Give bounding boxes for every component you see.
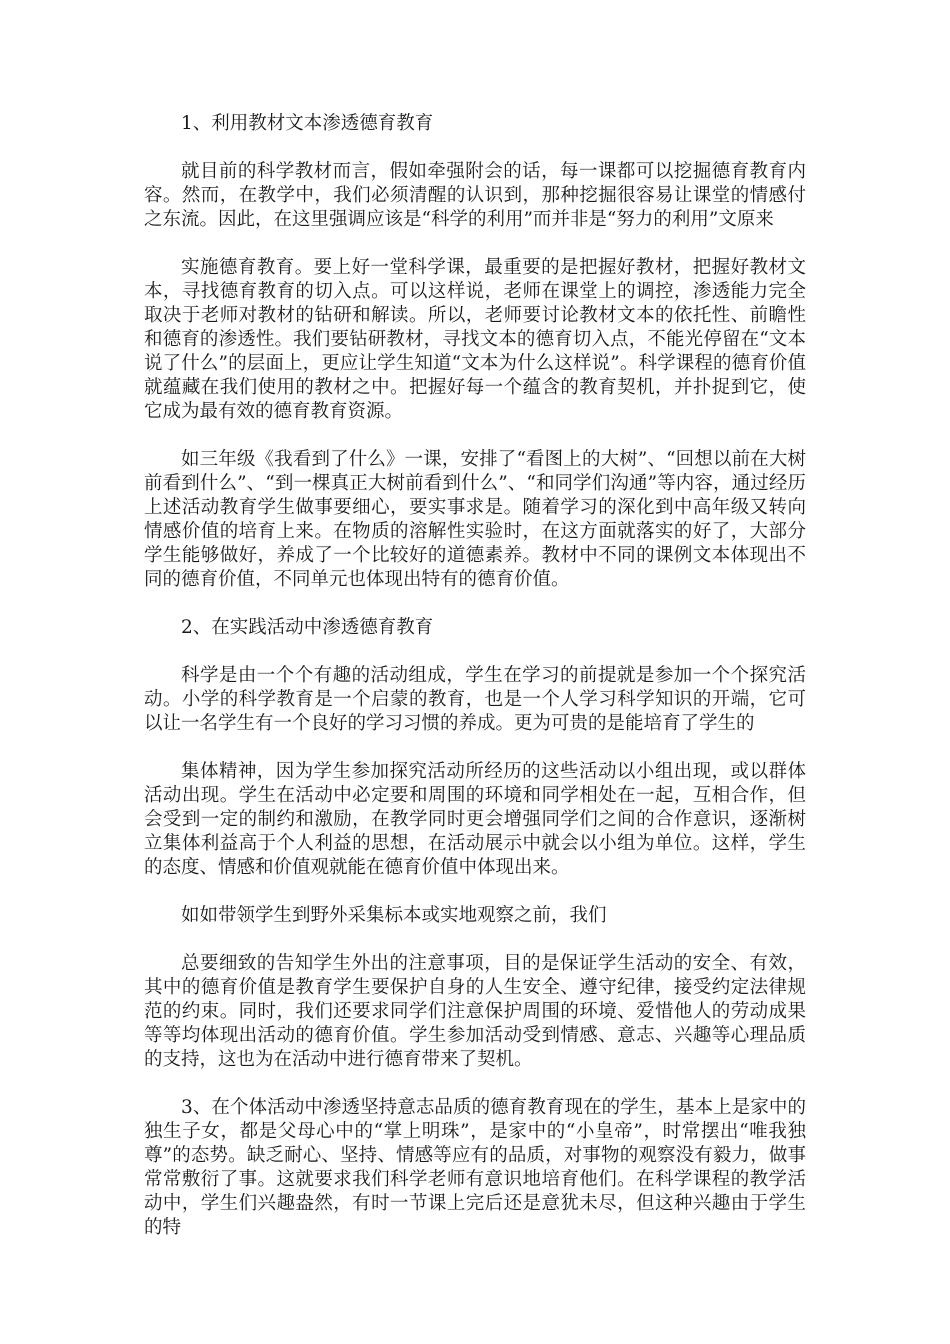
- document-body: [144, 112, 806, 1264]
- paragraph: 如三年级《我看到了什么》一课，安排了“看图上的大树”、“回想以前在大树前看到什么”、“到一棵真正大树前看到什么”、“和同学们沟通”等内容，通过经历上述活动教育学生做事要细心，要实事求是。随着学习的深化到中高年级又转向情感价值的培育上来。在物质的溶解性实验时，在这方面就落实的好了，大部分学生能够做好，养成了一个比较好的道德素养。教材中不同的课例文本体现出不同的德育价值，不同单元也体现出特有的德育价值。: [144, 449, 806, 590]
- paragraph: 实施德育教育。要上好一堂科学课，最重要的是把握好教材，把握好教材文本，寻找德育教育的切入点。可以这样说，老师在课堂上的调控，渗透能力完全取决于老师对教材的钻研和解读。所以，老师要讨论教材文本的依托性、前瞻性和德育的渗透性。我们要钻研教材，寻找文本的德育切入点，不能光停留在“文本说了什么”的层面上，更应让学生知道“文本为什么这样说”。科学课程的德育价值就蕴藏在我们使用的教材之中。把握好每一个蕴含的教育契机，并扑捉到它，使它成为最有效的德育教育资源。: [144, 257, 806, 422]
- paragraph: 如如带领学生到野外采集标本或实地观察之前，我们: [181, 905, 607, 926]
- paragraph: 集体精神，因为学生参加探究活动所经历的这些活动以小组出现，或以群体活动出现。学生在活动中必定要和周围的环境和同学相处在一起，互相合作，但会受到一定的制约和激励，在教学同时更会增强同学们之间的合作意识，逐渐树立集体利益高于个人利益的思想，在活动展示中就会以小组为单位。这样，学生的态度、情感和价值观就能在德育价值中体现出来。: [144, 761, 806, 878]
- section-heading-3-paragraph: 3、在个体活动中渗透坚持意志品质的德育教育现在的学生，基本上是家中的独生子女，都是父母心中的“掌上明珠”，是家中的“小皇帝”，时常摆出“唯我独尊”的态势。缺乏耐心、坚持、情感等应有的品质，对事物的观察没有毅力，做事常常敷衍了事。这就要求我们科学老师有意识地培育他们。在科学课程的教学活动中，学生们兴趣盎然，有时一节课上完后还是意犹未尽，但这种兴趣由于学生的特: [144, 1097, 806, 1238]
- paragraph: 科学是由一个个有趣的活动组成，学生在学习的前提就是参加一个个探究活动。小学的科学教育是一个启蒙的教育，也是一个人学习科学知识的开端，它可以让一名学生有一个良好的学习习惯的养成。更为可贵的是能培育了学生的: [144, 665, 806, 734]
- paragraph: 总要细致的告知学生外出的注意事项，目的是保证学生活动的安全、有效，其中的德育价值是教育学生要保护自身的人生安全、遵守纪律，接受约定法律规范的约束。同时，我们还要求同学们注意保护周围的环境、爱惜他人的劳动成果等等均体现出活动的德育价值。学生参加活动受到情感、意志、兴趣等心理品质的支持，这也为在活动中进行德育带来了契机。: [144, 953, 806, 1070]
- section-heading-1: 1、利用教材文本渗透德育教育: [181, 113, 434, 134]
- paragraph: 就目前的科学教材而言，假如牵强附会的话，每一课都可以挖掘德育教育内容。然而，在教学中，我们必须清醒的认识到，那种挖掘很容易让课堂的情感付之东流。因此，在这里强调应该是“科学的利用”而并非是“努力的利用”文原来: [144, 161, 806, 230]
- section-heading-2: 2、在实践活动中渗透德育教育: [181, 617, 434, 638]
